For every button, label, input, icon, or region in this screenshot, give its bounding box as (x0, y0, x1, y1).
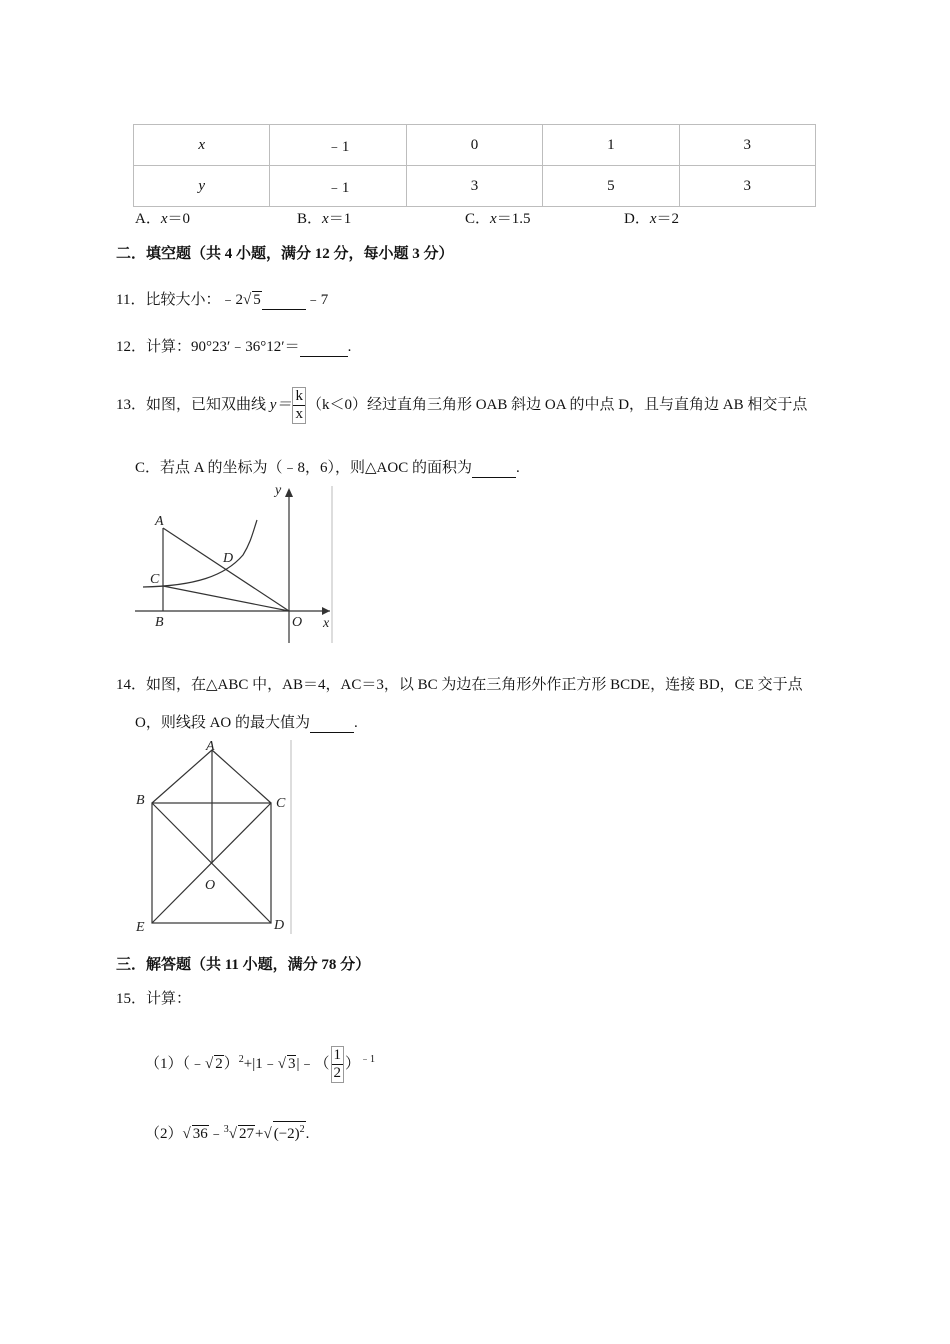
question-15: 15．计算： (116, 991, 192, 1007)
label-a: A (155, 514, 164, 529)
label-x: x (323, 616, 330, 631)
label-d: D (223, 551, 234, 566)
label-b: B (155, 615, 164, 630)
question-14-line1: 14．如图，在△ABC 中，AB＝4，AC＝3，以 BC 为边在三角形外作正方形 BCDE，连接 BD，CE 交于点 (116, 677, 803, 693)
table-cell: 3 (679, 125, 815, 166)
table-cell: 3 (679, 166, 815, 207)
fraction-k-over-x: $\frac{k}{x}$ (292, 387, 306, 424)
label-e: E (136, 920, 145, 935)
xy-table (133, 124, 816, 207)
question-13-line1: 13．如图，已知双曲线 y＝ $\frac{k}{x}$ （k＜0）经过直角三角形 OAB 斜边 OA 的中点 D，且与直角边 AB 相交于点 (116, 388, 808, 422)
hyperbola-curve (143, 520, 257, 587)
question-11: 11．比较大小：﹣2√ 5 ﹣7 (116, 292, 329, 308)
option-a: A．x＝0 (135, 211, 191, 227)
table-cell: y (134, 166, 270, 207)
table-cell: x (134, 125, 270, 166)
table-row (134, 125, 816, 166)
sqrt-symbol: √ (242, 292, 252, 308)
section-2-title: 二．填空题（共 4 小题，满分 12 分，每小题 3 分） (116, 246, 454, 262)
label-a: A (206, 739, 215, 754)
question-14-line2: O，则线段 AO 的最大值为 . (135, 715, 358, 731)
label-o: O (205, 878, 216, 893)
question-15-part-2: （2）√ 36﹣$^3$√ 27+√ $(-2)^2$. (145, 1118, 309, 1146)
label-c: C (150, 572, 160, 587)
option-d: D．x＝2 (624, 211, 680, 227)
table-cell: 1 (543, 125, 679, 166)
fraction-one-half: $\frac{1}{2}$ (331, 1046, 345, 1083)
table-cell: 3 (406, 166, 542, 207)
label-y: y (275, 483, 282, 498)
table-cell: 0 (406, 125, 542, 166)
side-ac (212, 750, 271, 803)
option-c: C．x＝1.5 (465, 211, 531, 227)
label-o: O (292, 615, 303, 630)
question-13-line2: C．若点 A 的坐标为（﹣8，6），则△AOC 的面积为 . (135, 460, 520, 476)
question-12: 12．计算：90°23′﹣36°12′＝ . (116, 339, 352, 355)
label-c: C (276, 796, 286, 811)
side-ab (152, 750, 212, 803)
table-cell: ﹣1 (270, 125, 406, 166)
table-cell: ﹣1 (270, 166, 406, 207)
table-row (134, 166, 816, 207)
question-15-part-1: （1）（﹣√ 2）$^2$+|1﹣√ 3|﹣（ $\frac{1}{2}$ ）$^{﹣1}$ (145, 1047, 376, 1082)
option-b: B．x＝1 (297, 211, 352, 227)
figure-hyperbola-triangle (125, 480, 340, 646)
label-b: B (136, 793, 145, 808)
section-3-title: 三．解答题（共 11 小题，满分 78 分） (116, 957, 371, 973)
label-d: D (274, 918, 285, 933)
figure-square-triangle (130, 736, 295, 938)
table-cell: 5 (543, 166, 679, 207)
